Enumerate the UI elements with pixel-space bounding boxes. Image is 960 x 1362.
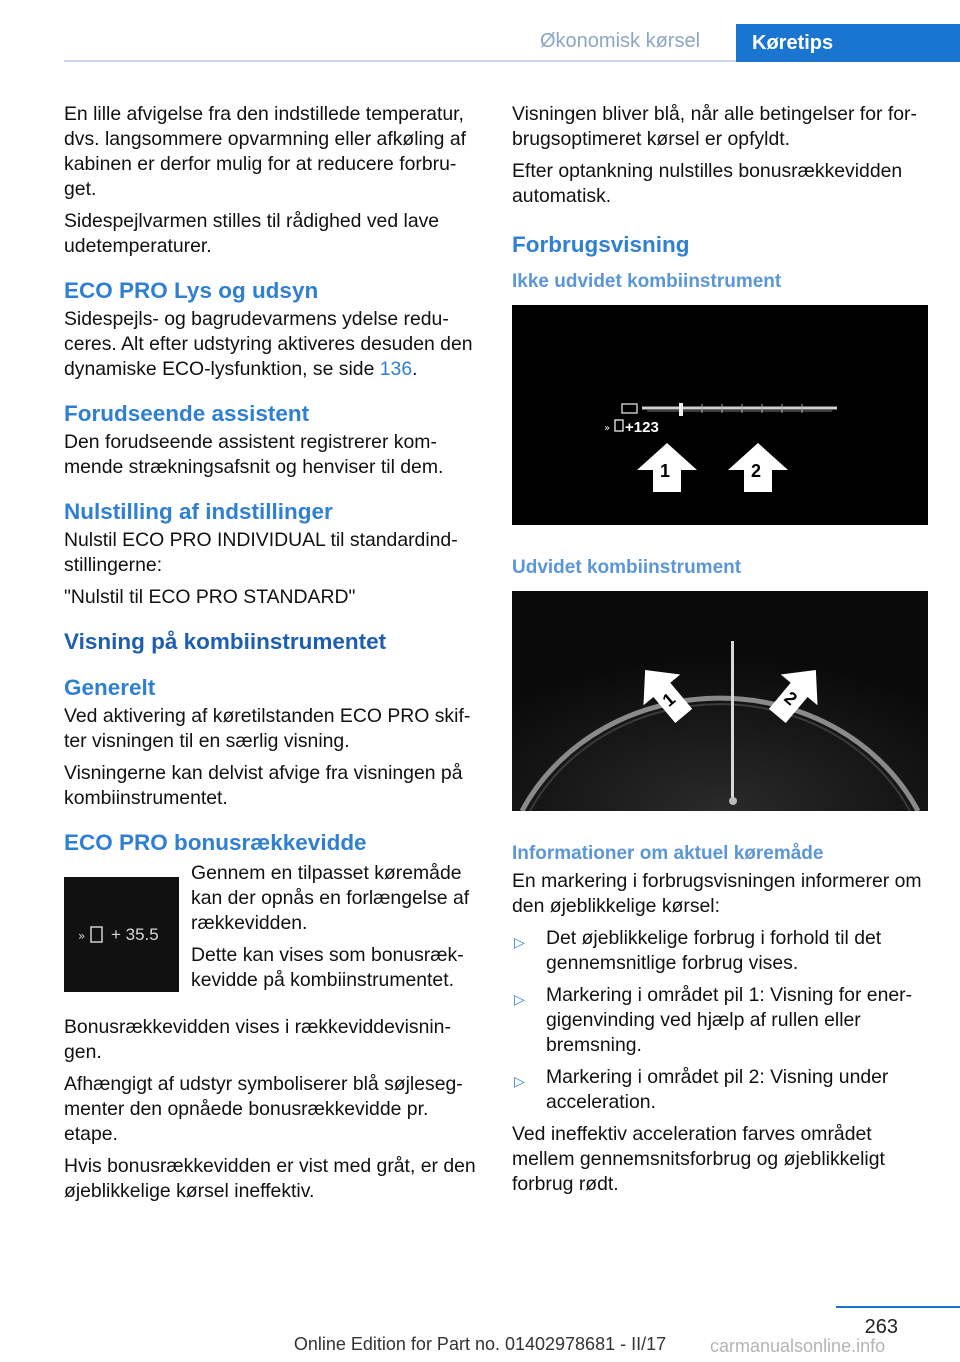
chevron-icon: » <box>78 929 86 943</box>
right-column <box>512 102 928 1204</box>
arrow-2-label: 2 <box>780 687 801 710</box>
paragraph-text: Sidespejls- og bagrudevarmens ydelse redu-ceres. Alt efter udstyring aktiveres desuden den dynamiske ECO-lysfunktion, se side <box>64 308 473 380</box>
paragraph: En lille afvigelse fra den indstillede temperatur, dvs. langsommere opvarmning eller afkøling af kabinen er derfor mulig for at reducere forbru-get. <box>64 103 466 200</box>
needle-hub <box>729 797 737 805</box>
fuel-pump-icon <box>91 927 102 942</box>
bonus-block <box>64 861 480 1015</box>
paragraph: Ved aktivering af køretilstanden ECO PRO skif-ter visningen til en særlig visning. <box>64 705 471 752</box>
header-section-title: Økonomisk kørsel <box>540 30 701 52</box>
heading-forbrugsvisning: Forbrugsvisning <box>512 232 690 257</box>
bonus-range-svg <box>64 877 179 992</box>
heading-udvidet: Udvidet kombiinstrument <box>512 557 742 578</box>
paragraph: Visningerne kan delvist afvige fra visningen på kombiinstrumentet. <box>64 762 463 809</box>
triangle-bullet-icon: ▷ <box>514 1073 525 1089</box>
heading-forudseende-assistent: Forudseende assistent <box>64 401 310 426</box>
paragraph: Ved ineffektiv acceleration farves området mellem gennemsnitsforbrug og øjeblikkeligt forbrug rødt. <box>512 1123 885 1195</box>
paragraph: Sidespejls- og bagrudevarmens ydelse redu-ceres. Alt efter udstyring aktiveres desuden den dynamiske ECO-lysfunktion, se side 136. <box>64 308 473 380</box>
header-chapter-tab <box>736 24 960 62</box>
heading-nulstilling: Nulstilling af indstillinger <box>64 499 333 524</box>
paragraph: Bonusrækkevidden vises i rækkeviddevisnin-gen. <box>64 1016 451 1063</box>
paragraph: Sidespejlvarmen stilles til rådighed ved lave udetemperaturer. <box>64 210 440 257</box>
arrow-1-label: 1 <box>660 461 671 481</box>
fuel-pump-icon <box>615 420 623 431</box>
heading-informationer: Informationer om aktuel køremåde <box>512 843 824 864</box>
header-chapter-label: Køretips <box>752 31 834 54</box>
chevron-icon: » <box>604 423 611 434</box>
list-item <box>512 983 928 1058</box>
footer-edition: Online Edition for Part no. 01402978681 - II/17 <box>293 1334 667 1354</box>
heading-eco-pro-lys: ECO PRO Lys og udsyn <box>64 278 319 303</box>
heading-ikke-udvidet: Ikke udvidet kombiinstrument <box>512 271 782 292</box>
fig1-bonus-value: +123 <box>625 419 659 436</box>
bar-marker <box>679 403 683 416</box>
list-item <box>512 1065 928 1115</box>
battery-icon <box>622 404 637 413</box>
heading-bonusraekkevidde: ECO PRO bonusrækkevidde <box>64 830 367 855</box>
bonus-range-value: + 35.5 <box>111 925 159 944</box>
bonus-range-display-image <box>64 877 179 992</box>
page-link[interactable]: 136 <box>379 358 413 380</box>
instrument-svg-2 <box>512 591 928 811</box>
heading-visning: Visning på kombiinstrumentet <box>64 629 387 654</box>
bonus-text <box>191 861 481 1000</box>
left-column <box>64 102 480 1211</box>
instrument-svg-1 <box>512 305 928 525</box>
needle <box>731 641 734 801</box>
paragraph: Gennem en tilpasset køremåde kan der opnås en forlængelse af rækkevidden. <box>191 862 470 934</box>
arrow-1-label: 1 <box>658 688 680 711</box>
paragraph: En markering i forbrugsvisningen informerer om den øjeblikkelige kørsel: <box>512 870 922 917</box>
figure-extended-instrument <box>512 591 928 811</box>
paragraph: "Nulstil til ECO PRO STANDARD" <box>64 586 356 608</box>
paragraph: Hvis bonusrækkevidden er vist med gråt, er den øjeblikkelige kørsel ineffektiv. <box>64 1155 476 1202</box>
list-item-text: Markering i området pil 1: Visning for ener-gigenvinding ved hjælp af rullen eller bremsning. <box>546 984 913 1056</box>
page-number: 263 <box>864 1316 898 1338</box>
list-item-text: Markering i området pil 2: Visning under acceleration. <box>546 1066 889 1113</box>
dial-background <box>512 591 928 811</box>
watermark: carmanualsonline.info <box>710 1336 886 1356</box>
figure-non-extended-instrument <box>512 305 928 525</box>
bullet-list <box>512 926 928 1115</box>
page-number-rule <box>836 1306 960 1308</box>
paragraph: Den forudseende assistent registrerer kom-mende strækningsafsnit og henviser til dem. <box>64 431 444 478</box>
paragraph: Visningen bliver blå, når alle betingelser for for-brugsoptimeret kørsel er opfyldt. <box>512 103 917 150</box>
list-item-text: Det øjeblikkelige forbrug i forhold til det gennemsnitlige forbrug vises. <box>546 927 882 974</box>
heading-generelt: Generelt <box>64 675 156 700</box>
triangle-bullet-icon: ▷ <box>514 934 525 950</box>
triangle-bullet-icon: ▷ <box>514 991 525 1007</box>
paragraph: Afhængigt af udstyr symboliserer blå søjleseg-menter den opnåede bonusrækkevidde pr. etape. <box>64 1073 463 1145</box>
paragraph: Efter optankning nulstilles bonusrækkevidden automatisk. <box>512 160 903 207</box>
list-item <box>512 926 928 976</box>
paragraph: Dette kan vises som bonusræk-kevidde på kombiinstrumentet. <box>191 944 464 991</box>
paragraph: Nulstil ECO PRO INDIVIDUAL til standardind-stillingerne: <box>64 529 458 576</box>
arrow-2-label: 2 <box>751 461 762 481</box>
